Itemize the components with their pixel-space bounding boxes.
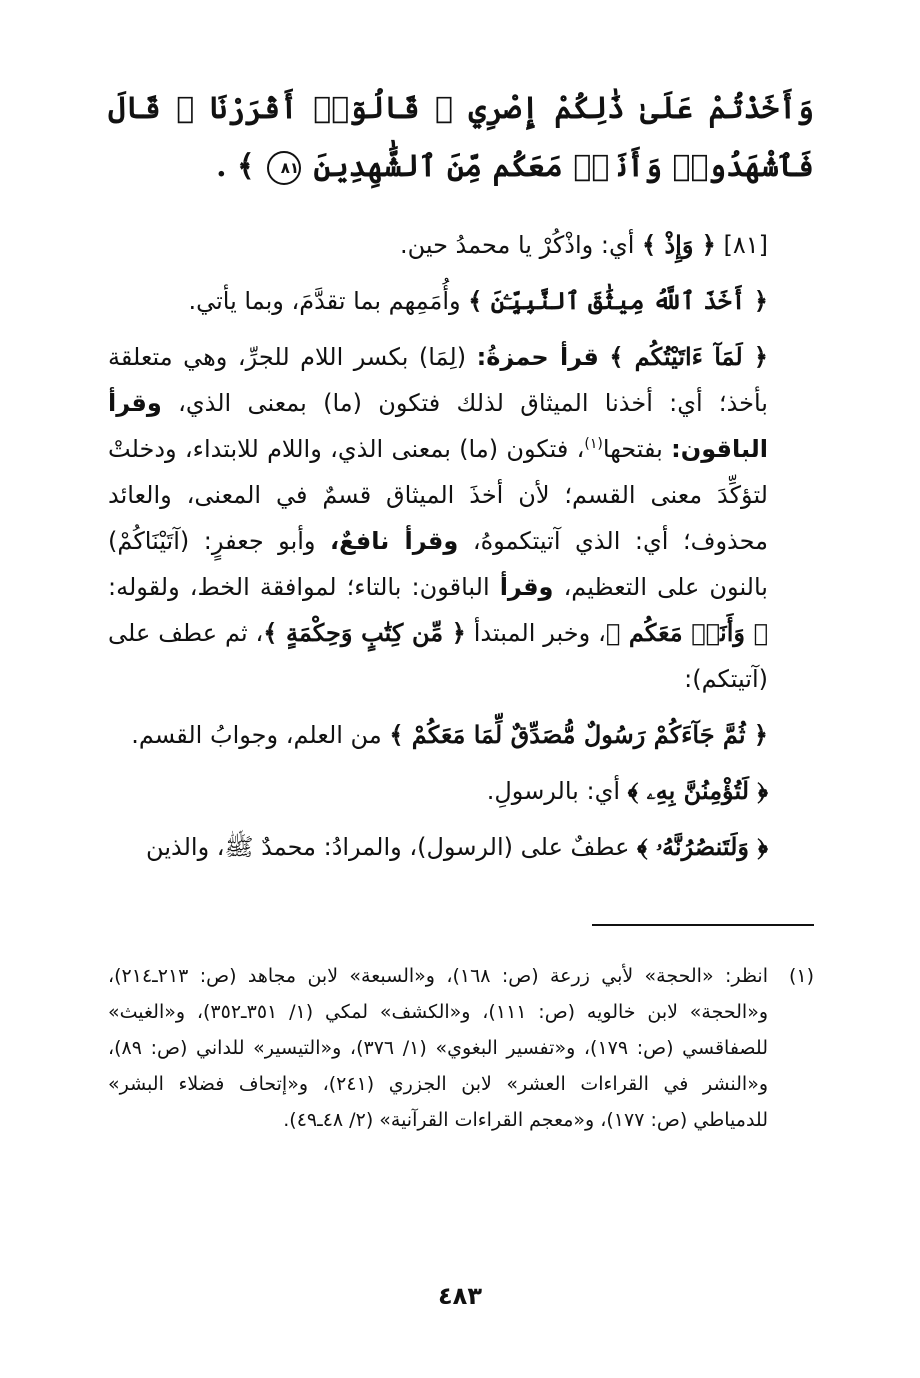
commentary-text: أي: بالرسولِ. bbox=[486, 777, 621, 805]
footnote-reference[interactable]: (١) bbox=[584, 436, 603, 452]
reader-name: وقرأ نافعٌ، bbox=[330, 527, 459, 555]
quoted-verse: ﴿ وَلَتَنصُرُنَّهُۥ ﴾ bbox=[637, 832, 768, 861]
commentary-text: (لِمَا) بكسر اللام للجرِّ، وهي متعلقة بأخذ؛ أي: أخذنا الميثاق لذلك فتكون (ما) بمعنى الذي، bbox=[108, 343, 768, 417]
paragraph-support bbox=[108, 824, 814, 870]
commentary-text: ، فتكون (ما) بمعنى الذي، واللام للابتداء، ودخلتْ لتؤكِّدَ معنى القسم؛ لأن أخذَ الميثاق قسمٌ في المعنى، والعائد محذوف؛ أي: الذي آتيتكموهُ، bbox=[108, 435, 768, 555]
reader-name: وقرأ bbox=[499, 573, 554, 601]
commentary-text: بفتحها bbox=[602, 435, 663, 463]
commentary-text: الباقون: بالتاء؛ لموافقة الخط، ولقوله: bbox=[108, 573, 490, 601]
commentary-text: ، ثم عطف على (آتيتكم): bbox=[108, 619, 768, 693]
quoted-verse: ﴿ لَتُؤْمِنُنَّ بِهِۦ ﴾ bbox=[627, 776, 768, 805]
page-number: ٤٨٣ bbox=[438, 1282, 482, 1310]
commentary-text: وأبو جعفرٍ: (آتَيْنَاكُمْ) بالنون على التعظيم، bbox=[108, 527, 768, 601]
commentary-text: ، وخبر المبتدأ bbox=[473, 619, 606, 647]
footnote-divider bbox=[592, 924, 814, 926]
paragraph-readings bbox=[108, 334, 814, 702]
quoted-verse: ﴿ مِّن كِتَٰبٍ وَحِكْمَةٍ ﴾ bbox=[263, 618, 466, 647]
reader-name: قرأ حمزةُ: bbox=[476, 343, 599, 371]
quoted-verse: ﴿ وَإِذْ ﴾ bbox=[642, 230, 716, 259]
quoted-verse: ﴿ وَأَنَا۠ مَعَكُم ﴾ bbox=[605, 618, 769, 647]
quran-verse-text: وَأَخَذْتُمْ عَلَىٰ ذَٰلِكُمْ إِصْرِي ۖ قَالُوٓا۟ أَقْرَرْنَا ۚ قَالَ فَٱشْهَدُوا۟ وَأَنَا۠ مَعَكُم مِّنَ ٱلشَّٰهِدِينَ bbox=[108, 91, 814, 184]
ayah-number-marker: ٨١ bbox=[267, 151, 301, 185]
paragraph-verse-81 bbox=[108, 222, 814, 268]
footnote bbox=[108, 958, 814, 1138]
commentary-text: عطفٌ على (الرسول)، والمرادُ: محمدٌ ﷺ، والذين bbox=[146, 833, 630, 861]
reader-name: وقرأ الباقون: bbox=[108, 389, 768, 463]
commentary-text: وأُمَمِهم بما تقدَّمَ، وبما يأتي. bbox=[188, 287, 461, 315]
commentary-text: أي: واذْكُرْ يا محمدُ حين. bbox=[399, 231, 635, 259]
quoted-verse: ﴿ لَمَآ ءَاتَيْتُكُم ﴾ bbox=[609, 342, 768, 371]
quran-verse-block bbox=[108, 80, 814, 196]
commentary-body bbox=[108, 222, 814, 880]
paragraph-covenant bbox=[108, 278, 814, 324]
commentary-text: من العلم، وجوابُ القسم. bbox=[131, 721, 382, 749]
verse-reference: [٨١] bbox=[723, 231, 768, 259]
footnote-number: (١) bbox=[788, 965, 814, 987]
paragraph-believe bbox=[108, 768, 814, 814]
quoted-verse: ﴿ ثُمَّ جَآءَكُمْ رَسُولٌ مُّصَدِّقٌ لِّمَا مَعَكُمْ ﴾ bbox=[389, 720, 768, 749]
footnote-text: انظر: «الحجة» لأبي زرعة (ص: ١٦٨)، و«السبعة» لابن مجاهد (ص: ٢١٣ـ٢١٤)، و«الحجة» لابن خالويه (ص: ١١١)، و«الكشف» لمكي (١/ ٣٥١ـ٣٥٢)، و«الغيث» للصفاقسي (ص: ١٧٩)، و«تفسير البغوي» (١/ ٣٧٦)، و«التيسير» للداني (ص: ٨٩)، و«النشر في القراءات العشر» لابن الجزري (٢٤١)، و«إتحاف فضلاء البشر» للدمياطي (ص: ١٧٧)، و«معجم القراءات القرآنية» (٢/ ٤٨ـ٤٩). bbox=[108, 965, 769, 1131]
verse-close-mark: ﴾ . bbox=[216, 149, 255, 184]
quoted-verse: ﴿ أَخَذَ ٱللَّهُ مِيثَٰقَ ٱلنَّبِيِّـۧنَ ﴾ bbox=[468, 286, 768, 315]
paragraph-messenger bbox=[108, 712, 814, 758]
